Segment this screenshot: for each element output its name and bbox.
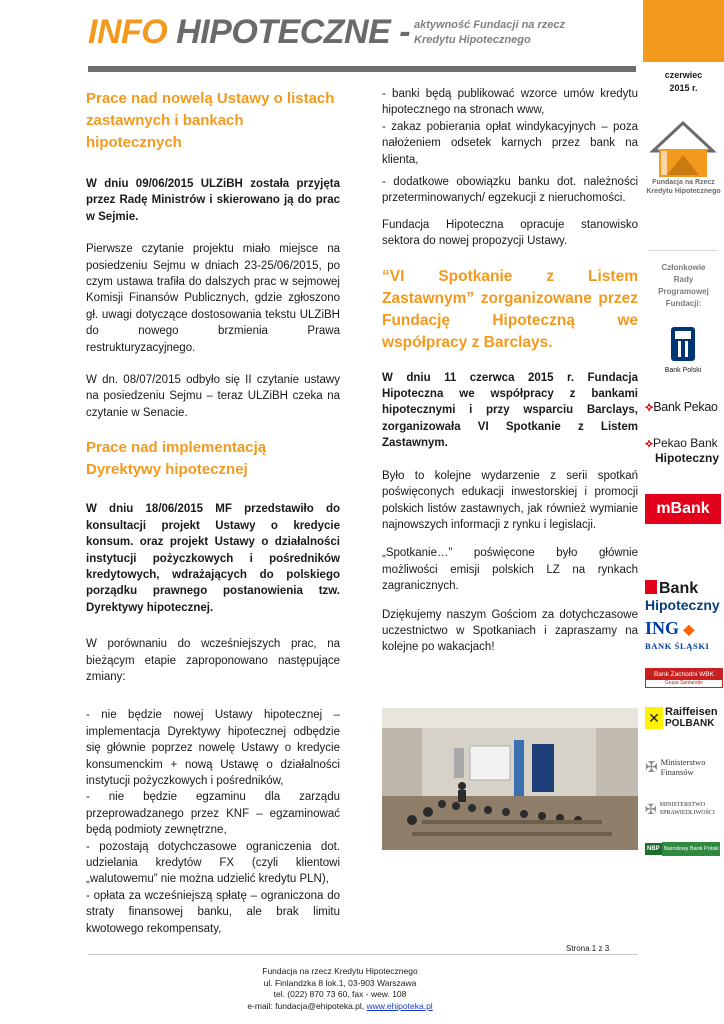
- list-item: - dodatkowe obowiązku banku dot. należności przeterminowanych/ egzekucji z nieruchomości.: [382, 176, 638, 205]
- bank-logo-raiffeisen: [645, 706, 721, 736]
- issue-month: czerwiec: [664, 70, 703, 80]
- list-item: - nie będzie nowej Ustawy hipotecznej – implementacja Dyrektywy hipotecznej odbędzie się głównie poprzez nowelę Ustawy o kredycie konsumenckim + nową Ustawę o działalności instytucji pożyczkowych i pośredników,: [86, 709, 340, 787]
- pekao-logo-icon: ⟡: [645, 400, 654, 414]
- bank-name: Bank Zachodni WBK: [646, 669, 722, 680]
- title-info: INFO: [88, 13, 168, 51]
- bank-name: MINISTERSTWO: [659, 802, 706, 808]
- bank-logo-ing: [645, 618, 721, 654]
- bank-logo-mbank-hipoteczny: [645, 580, 721, 616]
- eagle-icon: ✠: [645, 800, 657, 817]
- bank-name: Bank Pekao: [653, 400, 718, 414]
- bank-name: Bank: [659, 580, 699, 597]
- bank-logo-pekao: [645, 400, 721, 418]
- title-hipoteczne: HIPOTECZNE -: [167, 13, 411, 51]
- paragraph: Dziękujemy naszym Gościom za dotychczasowe uczestnictwo w Spotkaniach i zapraszamy na kolejne po wakacjach!: [382, 608, 638, 654]
- raiffeisen-logo-icon: ✕: [645, 707, 663, 729]
- heading-dyrektywa: Prace nad implementacją Dyrektywy hipotecznej: [86, 439, 267, 479]
- bank-sub: Finansów: [660, 767, 694, 777]
- bank-logo-ms: [645, 798, 721, 820]
- sidebar-orange-band: [643, 0, 724, 62]
- bank-sub: POLBANK: [665, 718, 715, 729]
- bank-name: ING: [645, 618, 680, 638]
- bank-sub: Grupa Santander: [664, 680, 704, 686]
- paragraph: „Spotkanie…” poświęcone było głównie możliwości emisji polskich LZ na rynkach zagranicznych.: [382, 547, 638, 593]
- bank-logo-mf: [645, 754, 721, 780]
- bank-name: Ministerstwo: [660, 757, 706, 767]
- paragraph: W porównaniu do wcześniejszych prac, na bieżącym etapie zaproponowano następujące zmiany:: [86, 638, 340, 683]
- paragraph: W dniu 18/06/2015 MF przedstawiło do konsultacji projekt Ustawy o kredycie konsum. oraz projekt Ustawy o działalności instytucji pożyczkowych i pośredników kredytowych, wdrażających do polskiego porządku prawnego postanowienia tzw. Dyrektywy hipotecznej.: [86, 503, 340, 614]
- issue-year: 2015 r.: [669, 83, 698, 93]
- tagline: aktywność Fundacji na rzecz Kredytu Hipotecznego: [414, 19, 565, 46]
- paragraph: W dniu 09/06/2015 ULZiBH została przyjęta przez Radę Ministrów i skierowano ją do prac w Sejmie.: [86, 178, 340, 223]
- bank-sub: SPRAWIEDLIWOŚCI: [659, 810, 715, 816]
- members-label: Członkowie Rady Programowej Fundacji:: [658, 263, 709, 308]
- issue-date: [643, 69, 724, 95]
- bank-sub: BANK ŚLĄSKI: [645, 641, 710, 651]
- nbp-logo-icon: NBP: [645, 843, 662, 855]
- page-number: Strona 1 z 3: [566, 944, 610, 953]
- header-bar: [88, 66, 636, 72]
- left-column: [86, 88, 340, 937]
- bank-sub: Hipoteczny: [655, 451, 720, 465]
- footer: [200, 966, 480, 1012]
- event-photo: [382, 708, 638, 850]
- footer-address: ul. Finlandzka 8 lok.1, 03-903 Warszawa: [263, 977, 417, 988]
- footer-divider: [88, 954, 638, 955]
- list-item: - opłata za wcześniejszą spłatę – ograniczona do straty finansowej banku, ale brak limitu kwotowego rekompensaty,: [86, 889, 340, 935]
- bank-name: Narodowy Bank Polski: [662, 842, 720, 856]
- heading-ulzibh: Prace nad nowelą Ustawy o listach zastawnych i bankach hipotecznych: [86, 90, 335, 151]
- pko-logo-icon: [670, 326, 696, 362]
- list-item: - banki będą publikować wzorce umów kredytu hipotecznego na stronach www,: [382, 88, 638, 117]
- paragraph: Było to kolejne wydarzenie z serii spotkań poświęconych edukacji inwestorskiej i promocji polskich listów zastawnych, jak również wymianie najnowszych informacji z rynku i legislacji.: [382, 469, 638, 531]
- list-item: - pozostają dotychczasowe ograniczenia dot. udzielania kredytów FX (czyli klientowi „walutowemu” nie można udzielić kredytu PLN),: [86, 840, 340, 886]
- bank-logo-mbank: [645, 494, 721, 524]
- mbank-hipoteczny-logo-icon: [645, 580, 657, 594]
- ing-lion-icon: ◆: [683, 623, 695, 638]
- paragraph: Pierwsze czytanie projektu miało miejsce na posiedzeniu Sejmu w dniach 23-25/06/2015, po czym ustawa trafiła do dalszych prac w sejmowej Komisji Finansów Publicznych, gdzie zgłoszono gł. uwagi dotyczące dostosowania tekstu ULZiBH do nowego brzmienia Prawa restrukturyzacyjnego.: [86, 243, 340, 354]
- bank-name: mBank: [656, 500, 710, 517]
- paragraph: Fundacja Hipoteczna opracuje stanowisko sektora do nowej propozycji Ustawy.: [382, 218, 638, 248]
- footer-phone: tel. (022) 870 73 60, fax - wew. 108: [273, 989, 407, 999]
- sidebar-divider: [648, 250, 718, 251]
- bank-name: Pekao Bank: [652, 436, 718, 450]
- conference-photo-illustration: [382, 708, 638, 850]
- bank-name: Raiffeisen: [665, 706, 718, 718]
- list-item: - zakaz pobierania opłat windykacyjnych – poza nałożeniem odsetek karnych przez bank na klienta,: [382, 120, 638, 166]
- eagle-icon: ✠: [645, 759, 658, 776]
- bank-logo-bzwbk: [645, 668, 723, 688]
- footer-email: e-mail: fundacja@ehipoteka.pl,: [247, 1000, 365, 1011]
- foundation-logo-text: Fundacja na Rzecz Kredytu Hipotecznego: [646, 179, 721, 195]
- footer-website-link[interactable]: www.ehipoteka.pl: [366, 1000, 433, 1011]
- bank-sub: Hipoteczny: [645, 597, 720, 613]
- paragraph: W dniu 11 czerwca 2015 r. Fundacja Hipoteczna we współpracy z bankami hipotecznymi i przy wsparciu Barclays, zorganizowała VI Spotkanie z Listem Zastawnym.: [382, 371, 638, 450]
- newsletter-title: [88, 12, 410, 52]
- footer-org: Fundacja na rzecz Kredytu Hipotecznego: [262, 966, 418, 976]
- right-column: [382, 86, 638, 656]
- bank-name: Bank Polski: [664, 367, 702, 374]
- list-item: - nie będzie egzaminu dla zarządu przeprowadzanego przez KNF – egzaminować będą podmioty zewnętrzne,: [86, 791, 340, 837]
- paragraph: W dn. 08/07/2015 odbyło się II czytanie ustawy na posiedzeniu Sejmu – teraz ULZiBH czeka na czytanie w Senacie.: [86, 374, 340, 419]
- bank-logo-nbp: [645, 840, 721, 858]
- heading-spotkanie: “VI Spotkanie z Listem Zastawnym” zorganizowane przez Fundację Hipoteczną we współpracy z Barclays.: [382, 267, 638, 351]
- pekao-hipoteczny-logo-icon: ⟡: [645, 436, 653, 450]
- bank-logo-pko: [645, 326, 721, 378]
- bank-logo-pekao-hipoteczny: [645, 436, 721, 470]
